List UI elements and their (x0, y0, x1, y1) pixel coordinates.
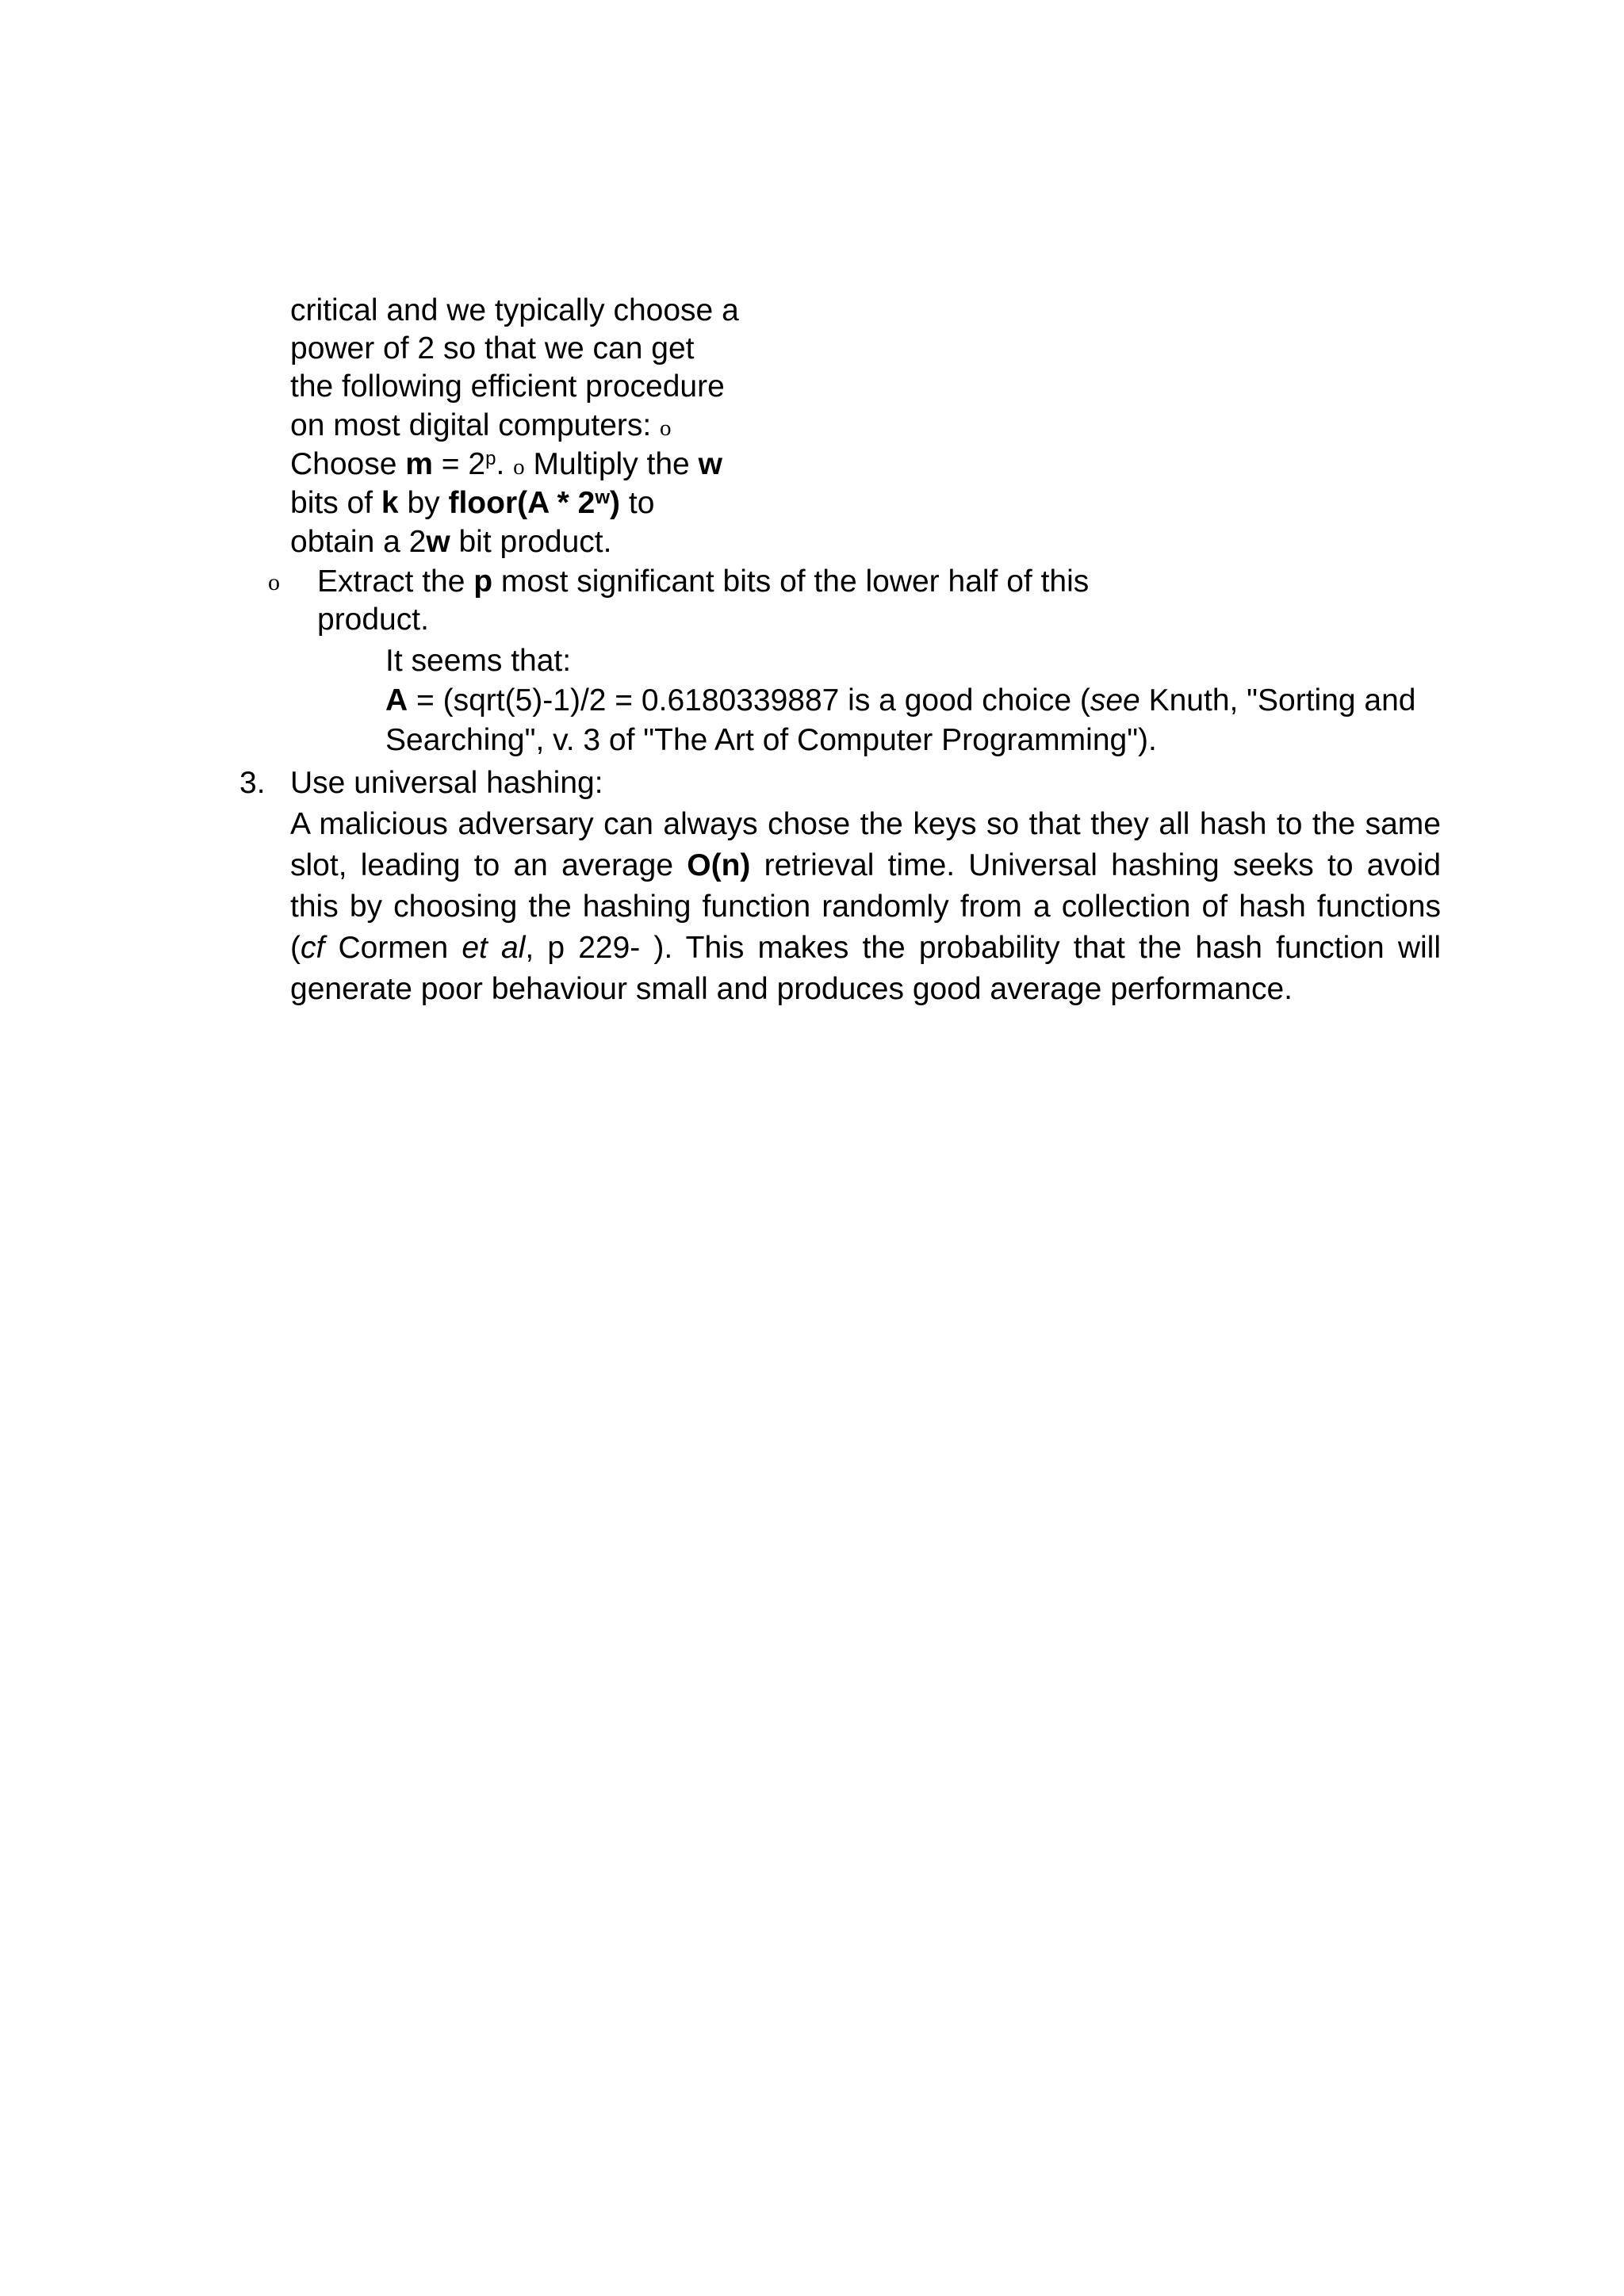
bullet-marker: o (513, 454, 525, 480)
bullet-line: product. (317, 603, 429, 637)
fragment-line: critical and we typically choose a (290, 293, 739, 327)
note-line: A = (sqrt(5)-1)/2 = 0.6180339887 is a good choice (see Knuth, "Sorting and (385, 683, 1416, 718)
fragment-line: Choose $m = 2^p$. o Multiply the w (290, 447, 722, 481)
fragment-line: obtain a 2w bit product. (290, 525, 612, 559)
note-line: Searching", v. 3 of "The Art of Computer Programming"). (385, 723, 1157, 757)
paragraph-line: generate poor behaviour small and produces good average performance. (290, 972, 1293, 1006)
list-heading: Use universal hashing: (290, 766, 603, 800)
fragment-line: on most digital computers: o (290, 408, 672, 442)
list-number: 3. (239, 766, 266, 800)
paragraph-line: A malicious adversary can always chose the keys so that they all hash to the same (290, 807, 1441, 841)
bullet-line: Extract the p most significant bits of the lower half of this (317, 564, 1090, 599)
fragment-line: the following efficient procedure (290, 369, 725, 404)
paragraph-line: (cf Cormen et al, p 229- ). This makes the probability that the hash function will (290, 931, 1441, 965)
paragraph-line: slot, leading to an average O(n) retrieval time. Universal hashing seeks to avoid (290, 848, 1442, 882)
fragment-line: bits of k by floor(A * 2$^w$) to (290, 486, 655, 520)
fragment-line: power of 2 so that we can get (290, 331, 695, 365)
paragraph-line: this by choosing the hashing function randomly from a collection of hash functions (290, 890, 1441, 924)
note-line: It seems that: (385, 644, 572, 678)
bullet-marker: o (660, 415, 672, 441)
bullet-marker: o (268, 569, 280, 595)
